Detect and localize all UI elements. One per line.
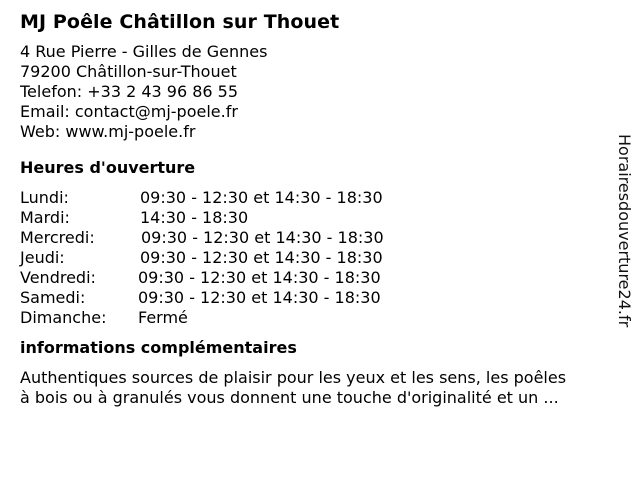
hours-heading: Heures d'ouverture — [20, 158, 196, 177]
info-heading: informations complémentaires — [20, 338, 297, 357]
time-range: 09:30 - 12:30 et 14:30 - 18:30 — [138, 268, 381, 287]
site-watermark: Horairesdouverture24.fr — [615, 134, 634, 328]
hours-row-saturday — [20, 288, 610, 308]
hours-row-wednesday — [20, 228, 610, 248]
day-label: Samedi: — [20, 288, 86, 307]
day-label: Lundi: — [20, 188, 69, 207]
business-card — [20, 10, 610, 408]
day-label: Dimanche: — [20, 308, 107, 327]
day-label: Jeudi: — [20, 248, 65, 267]
day-label: Mardi: — [20, 208, 70, 227]
email-text: Email: contact@mj-poele.fr — [20, 102, 238, 121]
contact-block — [20, 42, 610, 142]
address-line-1: 4 Rue Pierre - Gilles de Gennes — [20, 42, 268, 61]
day-label: Mercredi: — [20, 228, 95, 247]
time-range: 14:30 - 18:30 — [140, 208, 249, 227]
hours-row-tuesday — [20, 208, 610, 228]
time-range: 09:30 - 12:30 et 14:30 - 18:30 — [138, 288, 381, 307]
info-line-1: Authentiques sources de plaisir pour les yeux et les sens, les poêles — [20, 368, 567, 387]
time-range: 09:30 - 12:30 et 14:30 - 18:30 — [140, 248, 383, 267]
hours-row-sunday — [20, 308, 610, 328]
time-range: 09:30 - 12:30 et 14:30 - 18:30 — [141, 228, 384, 247]
hours-row-monday — [20, 188, 610, 208]
info-description — [20, 368, 620, 408]
time-range: Fermé — [138, 308, 188, 327]
time-range: 09:30 - 12:30 et 14:30 - 18:30 — [140, 188, 383, 207]
day-label: Vendredi: — [20, 268, 96, 287]
website-text: Web: www.mj-poele.fr — [20, 122, 196, 141]
info-line-2: à bois ou à granulés vous donnent une touche d'originalité et un ... — [20, 388, 559, 407]
hours-row-thursday — [20, 248, 610, 268]
business-title: MJ Poêle Châtillon sur Thouet — [20, 11, 340, 33]
hours-table — [20, 188, 610, 328]
address-line-2: 79200 Châtillon-sur-Thouet — [20, 62, 237, 81]
phone-text: Telefon: +33 2 43 96 86 55 — [20, 82, 239, 101]
hours-row-friday — [20, 268, 610, 288]
